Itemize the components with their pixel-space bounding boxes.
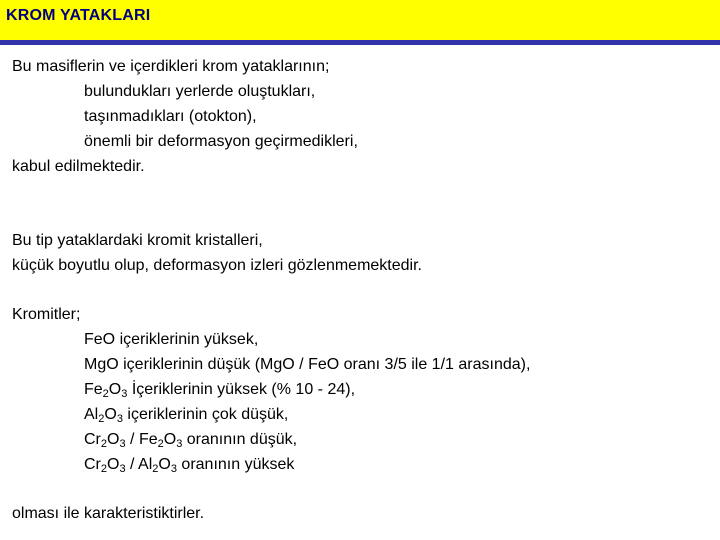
p2-line-1: Bu tip yataklardaki kromit kristalleri, bbox=[12, 232, 263, 249]
closing-line: olması ile karakteristiktirler. bbox=[12, 505, 205, 522]
p1-item-2: taşınmadıkları (otokton), bbox=[84, 108, 257, 125]
p3-item-1: FeO içeriklerinin yüksek, bbox=[84, 331, 259, 348]
p3-item-5: $Cr_2O_3 / Fe_2O_3$ oranının düşük, bbox=[84, 431, 298, 450]
p1-item-1: bulundukları yerlerde oluştukları, bbox=[84, 83, 316, 100]
p3-item-3: $Fe_2O_3$ İçeriklerinin yüksek (% 10 - 24), bbox=[84, 381, 356, 400]
p3-item-2: MgO içeriklerinin düşük (MgO / FeO oranı 3/5 ile 1/1 arasında), bbox=[84, 356, 531, 373]
p3-item-6: $Cr_2O_3 / Al_2O_3$ oranının yüksek bbox=[84, 456, 295, 475]
p1-item-3: önemli bir deformasyon geçirmedikleri, bbox=[84, 133, 358, 150]
p1-tail: kabul edilmektedir. bbox=[12, 158, 145, 175]
p1-lead: Bu masiflerin ve içerdikleri krom yataklarının; bbox=[12, 58, 330, 75]
p2-line-2: küçük boyutlu olup, deformasyon izleri gözlenmemektedir. bbox=[12, 257, 422, 274]
slide-title: KROM YATAKLARI bbox=[6, 7, 151, 24]
title-rule bbox=[0, 40, 720, 45]
p3-lead: Kromitler; bbox=[12, 306, 81, 323]
p3-item-4: $Al_2O_3$ içeriklerinin çok düşük, bbox=[84, 406, 289, 425]
title-bar bbox=[0, 0, 720, 40]
